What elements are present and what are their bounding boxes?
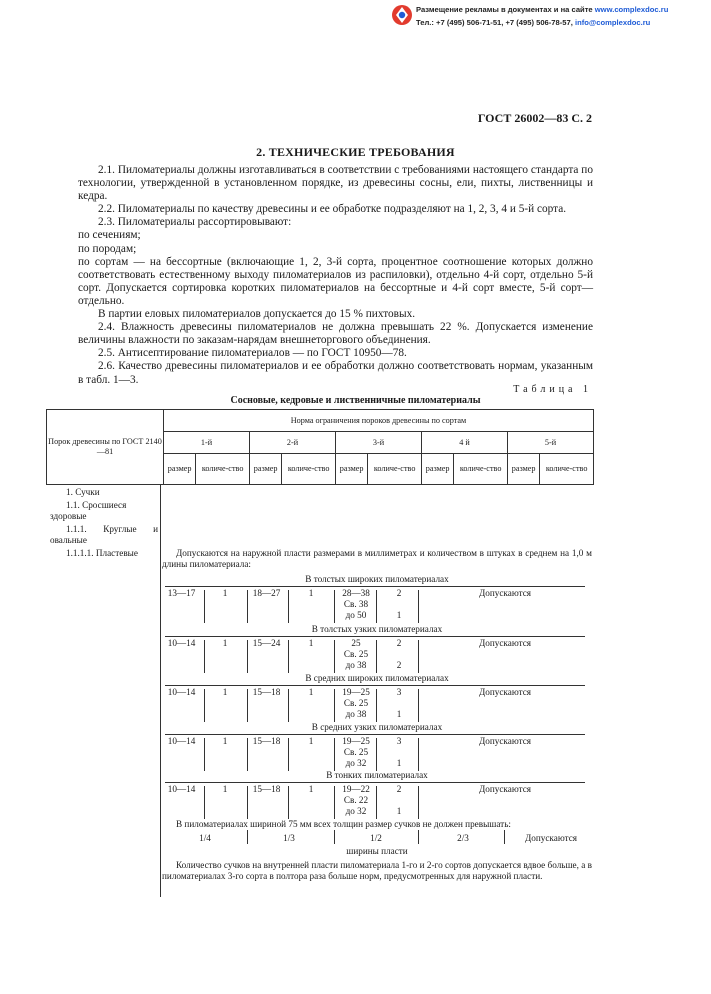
cell-divider: [247, 590, 248, 623]
cell-divider: [376, 786, 377, 819]
inner-face-note: Количество сучков на внутренней пласти пиломатериала 1-го и 2-го сортов допускается вдвое больше, а в пиломатериалах 3-го сорта в полтора раза больше норм, предусмотренных для наружной пласти.: [162, 860, 592, 881]
group-title: В толстых широких пиломатериалах: [305, 574, 449, 584]
cell-g3: Св. 25: [343, 747, 369, 757]
sub-size: размер: [422, 454, 454, 485]
cell-g45: Допускаются: [478, 588, 532, 598]
row-face-knots: 1.1.1.1. Пластевые: [66, 548, 138, 558]
width-75-note: В пиломатериалах шириной 75 мм всех толщин размер сучков не должен превышать:: [176, 819, 511, 829]
sub-qty: количе-ство: [196, 454, 250, 485]
group-title-rule: [165, 586, 585, 587]
grade-3: 3-й: [336, 432, 422, 454]
cell-g2s: 15—24: [252, 638, 281, 648]
doc-reference: ГОСТ 26002—83 С. 2: [477, 111, 592, 125]
cell-g2s: 18—27: [252, 588, 281, 598]
cell-g1s: 10—14: [167, 638, 196, 648]
group-title: В средних широких пиломатериалах: [305, 673, 449, 683]
cell-g3q: 2: [396, 638, 402, 648]
sub-size: размер: [508, 454, 540, 485]
grade-5: 5-й: [508, 432, 594, 454]
cell-divider: [418, 786, 419, 819]
fraction-value: 1/2: [370, 833, 382, 843]
para-2-5: 2.5. Антисептирование пиломатериалов — по ГОСТ 10950—78.: [98, 347, 407, 360]
cell-divider: [204, 689, 205, 722]
ad-text: Размещение рекламы в документах и на сайте: [416, 5, 595, 14]
cell-divider: [247, 786, 248, 819]
cell-divider: [288, 738, 289, 771]
knots-intro: Допускаются на наружной пласти размерами в миллиметрах и количеством в штуках в среднем на 1,0 м длины пиломатериала:: [162, 548, 592, 569]
cell-divider: [334, 689, 335, 722]
cell-g2q: 1: [308, 784, 314, 794]
cell-g2q: 1: [308, 588, 314, 598]
cell-divider: [247, 640, 248, 673]
cell-g1s: 10—14: [167, 736, 196, 746]
cell-divider: [204, 786, 205, 819]
grade-2: 2-й: [250, 432, 336, 454]
cell-g1s: 13—17: [167, 588, 196, 598]
table-header: [46, 409, 594, 485]
para-2-3-d: В партии еловых пиломатериалов допускается до 15 % пихтовых.: [98, 308, 416, 321]
cell-divider: [288, 786, 289, 819]
cell-g45: Допускаются: [478, 638, 532, 648]
cell-g3: до 50: [345, 610, 367, 620]
sub-qty: количе-ство: [454, 454, 508, 485]
cell-divider: [418, 590, 419, 623]
fraction-value: 1/3: [283, 833, 295, 843]
table-caption: Таблица 1: [513, 384, 592, 395]
sub-qty: количе-ство: [282, 454, 336, 485]
cell-g3q: 2: [396, 660, 402, 670]
cell-g2q: 1: [308, 736, 314, 746]
cell-divider: [376, 590, 377, 623]
cell-divider: [204, 738, 205, 771]
cell-g1q: 1: [222, 638, 228, 648]
fraction-value: 1/4: [199, 833, 211, 843]
cell-divider: [418, 640, 419, 673]
group-title: В толстых узких пиломатериалах: [311, 624, 443, 634]
cell-divider: [288, 640, 289, 673]
cell-g3: до 32: [345, 758, 367, 768]
cell-g3: Св. 22: [343, 795, 369, 805]
cell-g3: 19—25: [342, 736, 370, 746]
cell-divider: [334, 786, 335, 819]
cell-g3: 28—38: [342, 588, 370, 598]
cell-g3q: 2: [396, 588, 402, 598]
cell-g3: 19—25: [342, 687, 370, 697]
phone-text: Тел.: +7 (495) 506-71-51, +7 (495) 506-78-57,: [416, 18, 575, 27]
fraction-divider: [334, 830, 335, 844]
cell-divider: [376, 640, 377, 673]
cell-g3: 25: [351, 638, 361, 648]
group-title: В средних узких пиломатериалах: [311, 722, 443, 732]
grade-4: 4 й: [422, 432, 508, 454]
group-title-rule: [165, 734, 585, 735]
cell-divider: [288, 689, 289, 722]
cell-divider: [334, 640, 335, 673]
ad-header: [416, 3, 708, 29]
cell-g1q: 1: [222, 736, 228, 746]
cell-divider: [418, 689, 419, 722]
group-title-rule: [165, 782, 585, 783]
sub-qty: количе-ство: [540, 454, 594, 485]
cell-divider: [334, 738, 335, 771]
cell-divider: [288, 590, 289, 623]
cell-divider: [418, 738, 419, 771]
sub-size: размер: [250, 454, 282, 485]
sub-size: размер: [164, 454, 196, 485]
cell-divider: [204, 590, 205, 623]
cell-g3: Св. 38: [343, 599, 369, 609]
fraction-value: Допускаются: [524, 833, 578, 843]
cell-divider: [376, 738, 377, 771]
cell-g3: до 32: [345, 806, 367, 816]
para-2-1: 2.1. Пиломатериалы должны изготавливаться в соответствии с требованиями настоящего стандарта по технологии, утвержденной в установленном порядке, из древесины сосны, ели, пихты, лиственницы и кедра.: [78, 164, 593, 203]
cell-divider: [334, 590, 335, 623]
cell-g3: Св. 25: [343, 698, 369, 708]
fraction-divider: [504, 830, 505, 844]
cell-g45: Допускаются: [478, 687, 532, 697]
para-2-3-b: по породам;: [78, 242, 137, 255]
para-2-2: 2.2. Пиломатериалы по качеству древесины и ее обработке подразделяют на 1, 2, 3, 4 и 5-й сорта.: [98, 203, 567, 216]
fraction-divider: [418, 830, 419, 844]
table-title: Сосновые, кедровые и лиственничные пиломатериалы: [230, 395, 481, 406]
cell-g3: до 38: [345, 660, 367, 670]
fraction-value: 2/3: [457, 833, 469, 843]
cell-g3: Св. 25: [343, 649, 369, 659]
para-2-4: 2.4. Влажность древесины пиломатериалов не должна превышать 22 %. Допускается изменение величины влажности по заказам-нарядам внешнеторгового объединения.: [78, 321, 593, 347]
cell-g2q: 1: [308, 687, 314, 697]
cell-g1q: 1: [222, 784, 228, 794]
cell-divider: [247, 689, 248, 722]
fraction-divider: [247, 830, 248, 844]
cell-divider: [376, 689, 377, 722]
cell-g3q: 1: [396, 610, 402, 620]
cell-g3q: 1: [396, 806, 402, 816]
row-knots: 1. Сучки: [66, 487, 100, 497]
site-link[interactable]: www.complexdoc.ru: [594, 5, 669, 14]
email-link[interactable]: info@complexdoc.ru: [574, 18, 651, 27]
cell-g3q: 1: [396, 709, 402, 719]
cell-g1q: 1: [222, 588, 228, 598]
cell-divider: [247, 738, 248, 771]
para-2-3-c: по сортам — на бессортные (включающие 1, 2, 3-й сорта, процентное соотношение которых должно соответствовать естественному выходу пиломатериалов из распиловки), отдельно 4-й сорт, отдельно 5-й сорт. Допускается сортировка коротких пиломатериалов на бессортные и 4-й сорт вместе, 5-й сорт— отдельно.: [78, 255, 593, 307]
cell-g2q: 1: [308, 638, 314, 648]
col-defect: Порок древесины по ГОСТ 2140—81: [47, 410, 164, 485]
cell-g2s: 15—18: [252, 784, 281, 794]
group-title-rule: [165, 685, 585, 686]
grade-1: 1-й: [164, 432, 250, 454]
cell-g2s: 15—18: [252, 736, 281, 746]
col-norm: Норма ограничения пороков древесины по сортам: [164, 410, 594, 432]
sub-qty: количе-ство: [368, 454, 422, 485]
section-title: 2. ТЕХНИЧЕСКИЕ ТРЕБОВАНИЯ: [256, 145, 455, 159]
cell-g3q: 3: [396, 736, 402, 746]
cell-g3q: 3: [396, 687, 402, 697]
row-sound-knots: 1.1. Сросшиеся здоровые: [50, 500, 127, 521]
cell-g45: Допускаются: [478, 736, 532, 746]
cell-g3: до 38: [345, 709, 367, 719]
cell-g1q: 1: [222, 687, 228, 697]
cell-g3q: 1: [396, 758, 402, 768]
group-title-rule: [165, 636, 585, 637]
cell-g1s: 10—14: [167, 687, 196, 697]
para-2-3-a: по сечениям;: [78, 229, 141, 242]
para-2-3: 2.3. Пиломатериалы рассортировывают:: [98, 216, 292, 229]
body-text: [78, 164, 593, 387]
cell-divider: [204, 640, 205, 673]
complexdoc-logo-icon: [391, 4, 413, 26]
para-2-6: 2.6. Качество древесины пиломатериалов и ее обработки должно соответствовать нормам, указанным в табл. 1—3.: [78, 360, 593, 386]
sub-size: размер: [336, 454, 368, 485]
cell-g45: Допускаются: [478, 784, 532, 794]
fraction-caption: ширины пласти: [346, 846, 408, 856]
table-column-divider: [160, 485, 161, 897]
group-title: В тонких пиломатериалах: [326, 770, 428, 780]
row-round-knots: 1.1.1. Круглые и овальные: [50, 524, 158, 545]
cell-g1s: 10—14: [167, 784, 196, 794]
cell-g2s: 15—18: [252, 687, 281, 697]
cell-g3q: 2: [396, 784, 402, 794]
cell-g3: 19—22: [342, 784, 370, 794]
